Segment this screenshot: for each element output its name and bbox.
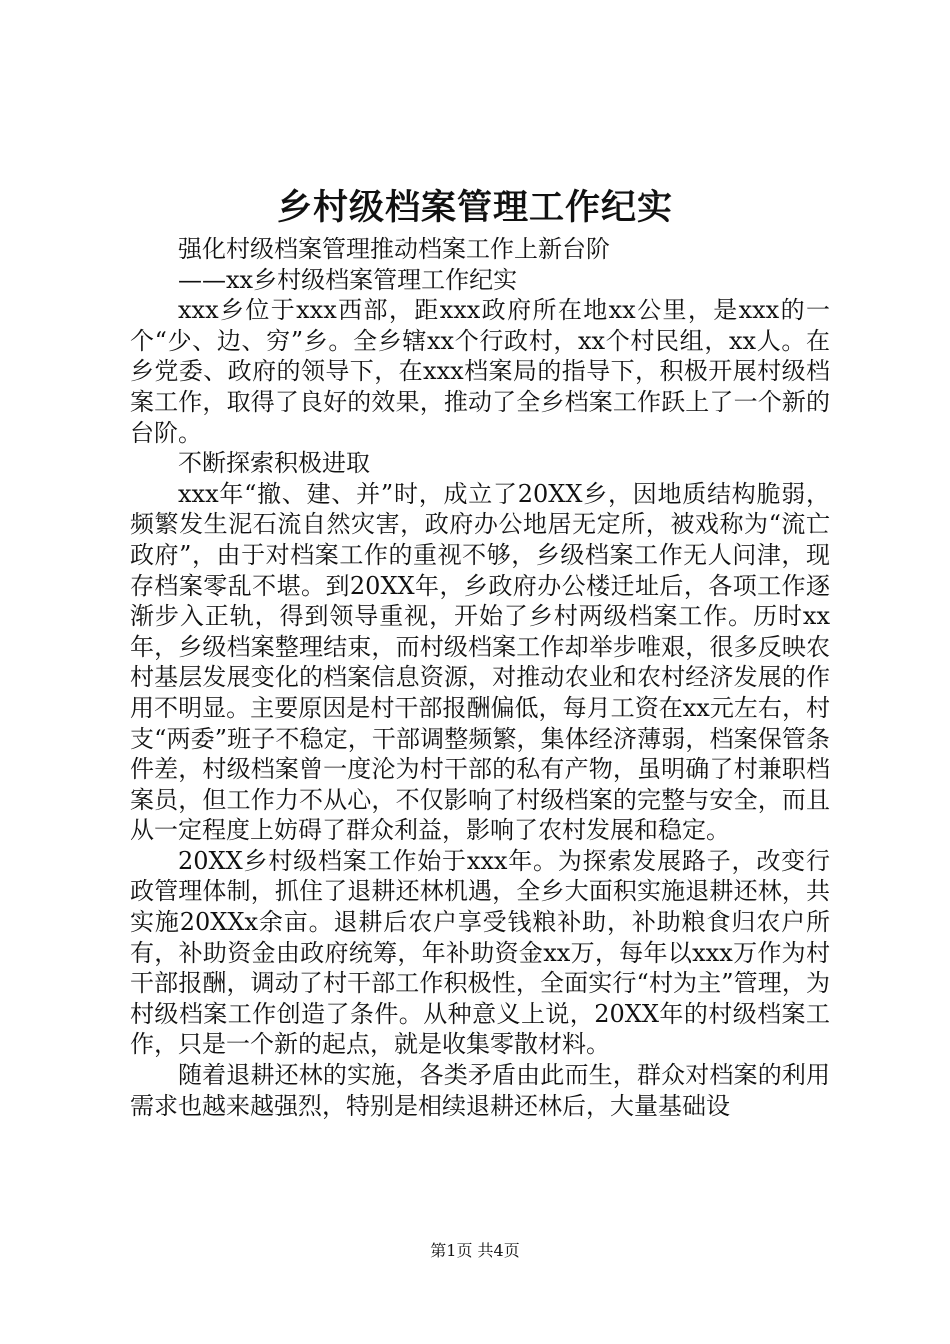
body-paragraph: 20XX乡村级档案工作始于xxx年。为探索发展路子，改变行政管理体制，抓住了退耕还林机遇，全乡大面积实施退耕还林，共实施20XXx余亩。退耕后农户享受钱粮补助，补助粮食归农户所有，补助资金由政府统筹，年补助资金xx万，每年以xxx万作为村干部报酬，调动了村干部工作积极性，全面实行“村为主”管理，为村级档案工作创造了条件。从种意义上说，20XX年的村级档案工作，只是一个新的起点，就是收集零散材料。 (130, 846, 830, 1059)
body-paragraph: 随着退耕还林的实施，各类矛盾由此而生，群众对档案的利用需求也越来越强烈，特别是相续退耕还林后，大量基础设 (130, 1061, 830, 1120)
page-footer: 第1页 共4页 (430, 1241, 520, 1260)
body-paragraph: xxx年“撤、建、并”时，成立了20XX乡，因地质结构脆弱，频繁发生泥石流自然灾害，政府办公地居无定所，被戏称为“流亡政府”，由于对档案工作的重视不够，乡级档案工作无人问津，现存档案零乱不堪。到20XX年，乡政府办公楼迁址后，各项工作逐渐步入正轨，得到领导重视，开始了乡村两级档案工作。历时xx年，乡级档案整理结束，而村级档案工作却举步唯艰，很多反映农村基层发展变化的档案信息资源，对推动农业和农村经济发展的作用不明显。主要原因是村干部报酬偏低，每月工资在xx元左右，村支“两委”班子不稳定，干部调整频繁，集体经济薄弱，档案保管条件差，村级档案曾一度沦为村干部的私有产物，虽明确了村兼职档案员，但工作力不从心，不仅影响了村级档案的完整与安全，而且从一定程度上妨碍了群众利益，影响了农村发展和稳定。 (130, 479, 830, 845)
body-paragraph: xxx乡位于xxx西部，距xxx政府所在地xx公里，是xxx的一个“少、边、穷”乡。全乡辖xx个行政村，xx个村民组，xx人。在乡党委、政府的领导下，在xxx档案局的指导下，积极开展村级档案工作，取得了良好的效果，推动了全乡档案工作跃上了一个新的台阶。 (130, 296, 830, 447)
subtitle-paragraph: 强化村级档案管理推动档案工作上新台阶 (178, 235, 610, 263)
section-heading: 不断探索积极进取 (178, 449, 370, 478)
subtitle-dash-paragraph: ——xx乡村级档案管理工作纪实 (178, 265, 518, 294)
document-title: 乡村级档案管理工作纪实 (276, 187, 673, 228)
document-body (130, 234, 830, 1121)
